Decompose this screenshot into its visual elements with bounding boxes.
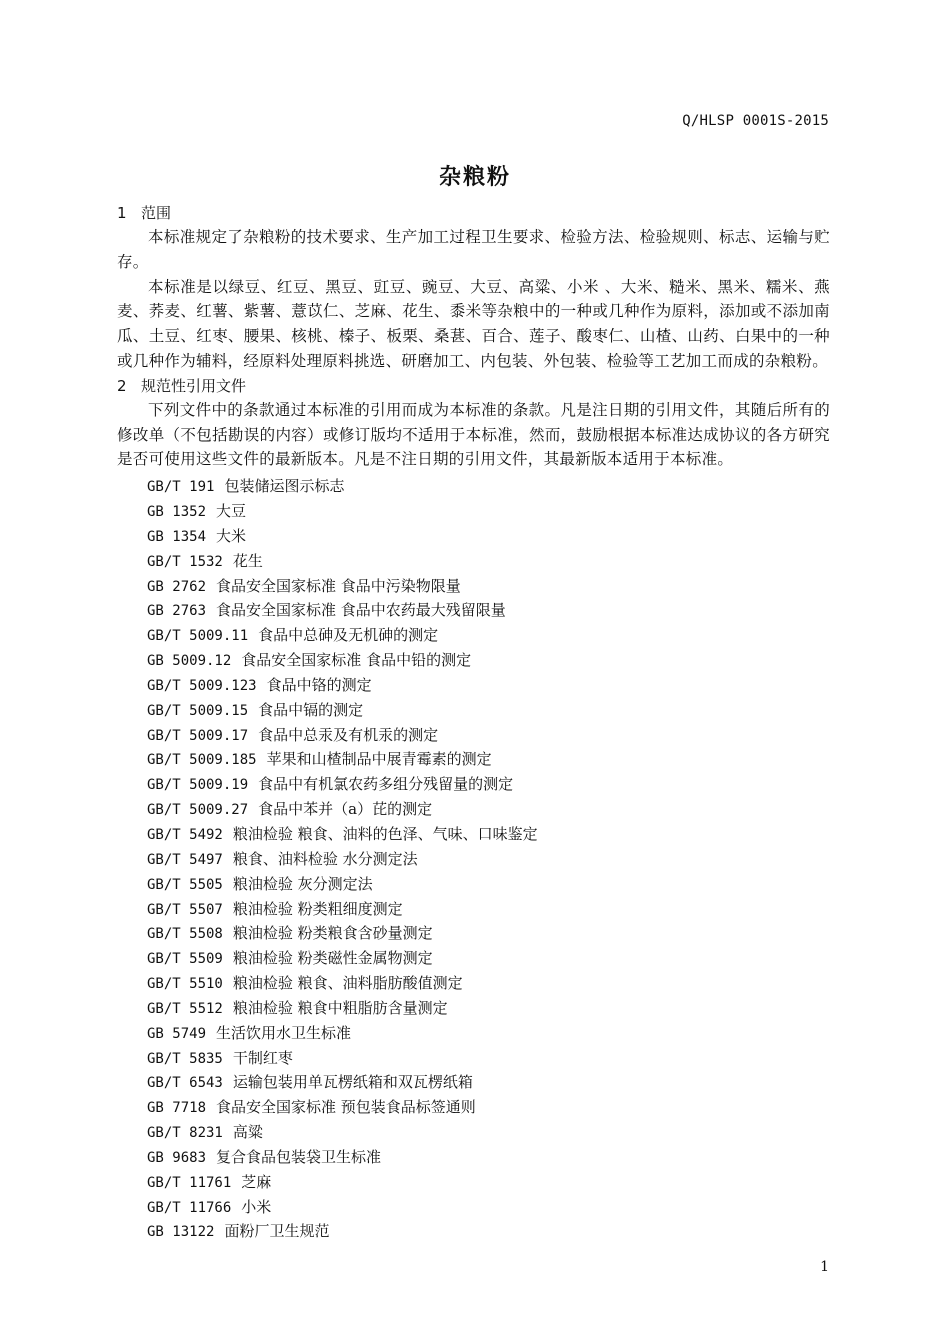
reference-id: GB/T 5009.17 [147, 727, 249, 744]
reference-item [147, 623, 830, 648]
reference-item [147, 897, 830, 922]
reference-id: GB/T 5009.27 [147, 802, 249, 819]
reference-title: 食品安全国家标准 预包装食品标签通则 [216, 1098, 476, 1117]
reference-item [147, 1046, 830, 1071]
reference-id: GB/T 5510 [147, 976, 223, 993]
section-2-number: 2 [117, 376, 127, 395]
reference-title: 食品中镉的测定 [258, 700, 364, 719]
reference-id: GB/T 5505 [147, 876, 223, 893]
reference-id: GB/T 5009.185 [147, 752, 257, 769]
reference-title: 高粱 [232, 1123, 263, 1142]
reference-title: 小米 [241, 1197, 272, 1216]
reference-title: 粮油检验 粮食、油料的色泽、气味、口味鉴定 [232, 824, 538, 843]
document-code: Q/HLSP 0001S-2015 [682, 113, 829, 129]
section-2-title: 规范性引用文件 [141, 376, 247, 395]
reference-id: GB/T 5009.123 [147, 677, 257, 694]
reference-id: GB/T 11761 [147, 1174, 232, 1191]
reference-title: 粮油检验 粉类磁性金属物测定 [232, 949, 433, 968]
reference-id: GB/T 5009.19 [147, 777, 249, 794]
reference-item [147, 574, 830, 599]
reference-id: GB/T 1532 [147, 553, 223, 570]
reference-title: 粮油检验 粮食中粗脂肪含量测定 [232, 998, 448, 1017]
reference-item [147, 524, 830, 549]
reference-title: 食品中苯并（a）芘的测定 [258, 800, 433, 819]
reference-item [147, 1145, 830, 1170]
reference-id: GB/T 5507 [147, 901, 223, 918]
reference-item [147, 797, 830, 822]
page-number: 1 [820, 1259, 829, 1275]
reference-id: GB/T 5835 [147, 1050, 223, 1067]
reference-title: 食品中铬的测定 [266, 675, 372, 694]
reference-id: GB 1352 [147, 504, 207, 521]
reference-id: GB 1354 [147, 528, 207, 545]
section-2-heading [117, 374, 830, 398]
reference-id: GB/T 5497 [147, 851, 223, 868]
reference-title: 干制红枣 [232, 1048, 293, 1067]
reference-title: 面粉厂卫生规范 [224, 1222, 330, 1241]
section-2-paragraph: 下列文件中的条款通过本标准的引用而成为本标准的条款。凡是注日期的引用文件，其随后所有的修改单（不包括勘误的内容）或修订版均不适用于本标准，然而，鼓励根据本标准达成协议的各方研究是否可使用这些文件的最新版本。凡是不注日期的引用文件，其最新版本适用于本标准。 [117, 400, 830, 469]
reference-item [147, 673, 830, 698]
reference-title: 花生 [232, 551, 263, 570]
reference-title: 复合食品包装袋卫生标准 [216, 1147, 382, 1166]
reference-item [147, 1170, 830, 1195]
reference-item [147, 1120, 830, 1145]
reference-title: 生活饮用水卫生标准 [216, 1023, 352, 1042]
document-body [117, 201, 830, 1244]
reference-id: GB 5009.12 [147, 653, 232, 670]
reference-title: 食品中总汞及有机汞的测定 [258, 725, 439, 744]
reference-item [147, 946, 830, 971]
reference-title: 食品中总砷及无机砷的测定 [258, 626, 439, 645]
section-1-paragraph-1: 本标准规定了杂粮粉的技术要求、生产加工过程卫生要求、检验方法、检验规则、标志、运输与贮存。 [117, 228, 830, 271]
reference-title: 芝麻 [241, 1172, 272, 1191]
reference-id: GB/T 5009.15 [147, 702, 249, 719]
reference-title: 粮油检验 灰分测定法 [232, 874, 373, 893]
reference-item [147, 1095, 830, 1120]
reference-item [147, 1070, 830, 1095]
reference-title: 食品安全国家标准 食品中污染物限量 [216, 576, 461, 595]
reference-title: 粮食、油料检验 水分测定法 [232, 849, 418, 868]
reference-id: GB 7718 [147, 1100, 207, 1117]
reference-title: 粮油检验 粉类粮食含砂量测定 [232, 924, 433, 943]
reference-item [147, 723, 830, 748]
reference-id: GB 2762 [147, 578, 207, 595]
reference-title: 运输包装用单瓦楞纸箱和双瓦楞纸箱 [232, 1073, 473, 1092]
reference-item [147, 698, 830, 723]
reference-item [147, 921, 830, 946]
reference-id: GB/T 191 [147, 479, 215, 496]
section-1-title: 范围 [141, 204, 172, 222]
reference-item [147, 822, 830, 847]
reference-item [147, 996, 830, 1021]
reference-id: GB/T 5508 [147, 926, 223, 943]
reference-title: 粮油检验 粮食、油料脂肪酸值测定 [232, 974, 463, 993]
reference-item [147, 971, 830, 996]
reference-title: 食品中有机氯农药多组分残留量的测定 [258, 775, 514, 794]
reference-title: 食品安全国家标准 食品中农药最大残留限量 [216, 601, 506, 620]
section-1-number: 1 [117, 204, 127, 222]
reference-item [147, 549, 830, 574]
reference-id: GB/T 5492 [147, 826, 223, 843]
reference-item [147, 598, 830, 623]
reference-item [147, 872, 830, 897]
section-1-paragraph-2: 本标准是以绿豆、红豆、黑豆、豇豆、豌豆、大豆、高粱、小米 、大米、糙米、黑米、糯米、燕麦、荞麦、红薯、紫薯、薏苡仁、芝麻、花生、黍米等杂粮中的一种或几种作为原料，添加或不添加南瓜、土豆、红枣、腰果、核桃、榛子、板栗、桑葚、百合、莲子、酸枣仁、山楂、山药、白果中的一种或几种作为辅料，经原料处理原料挑选、研磨加工、内包装、外包装、检验等工艺加工而成的杂粮粉。 [117, 277, 830, 370]
reference-id: GB 9683 [147, 1149, 207, 1166]
document-title: 杂粮粉 [438, 165, 511, 190]
reference-item [147, 648, 830, 673]
reference-item [147, 1021, 830, 1046]
reference-id: GB/T 6543 [147, 1075, 223, 1092]
reference-id: GB 13122 [147, 1224, 215, 1241]
reference-item [147, 474, 830, 499]
reference-item [147, 747, 830, 772]
reference-item [147, 772, 830, 797]
reference-title: 粮油检验 粉类粗细度测定 [232, 899, 403, 918]
reference-list [117, 474, 830, 1244]
reference-item [147, 499, 830, 524]
reference-id: GB/T 5009.11 [147, 628, 249, 645]
reference-item [147, 1219, 830, 1244]
reference-id: GB/T 8231 [147, 1125, 223, 1142]
reference-title: 苹果和山楂制品中展青霉素的测定 [266, 750, 492, 769]
reference-item [147, 847, 830, 872]
reference-id: GB 5749 [147, 1025, 207, 1042]
reference-title: 食品安全国家标准 食品中铅的测定 [241, 651, 472, 670]
reference-item [147, 1195, 830, 1220]
section-1-heading [117, 201, 830, 225]
reference-title: 大米 [216, 526, 247, 545]
reference-id: GB/T 5509 [147, 951, 223, 968]
reference-id: GB 2763 [147, 603, 207, 620]
reference-id: GB/T 5512 [147, 1000, 223, 1017]
reference-title: 包装储运图示标志 [224, 477, 345, 496]
reference-title: 大豆 [216, 502, 247, 521]
reference-id: GB/T 11766 [147, 1199, 232, 1216]
